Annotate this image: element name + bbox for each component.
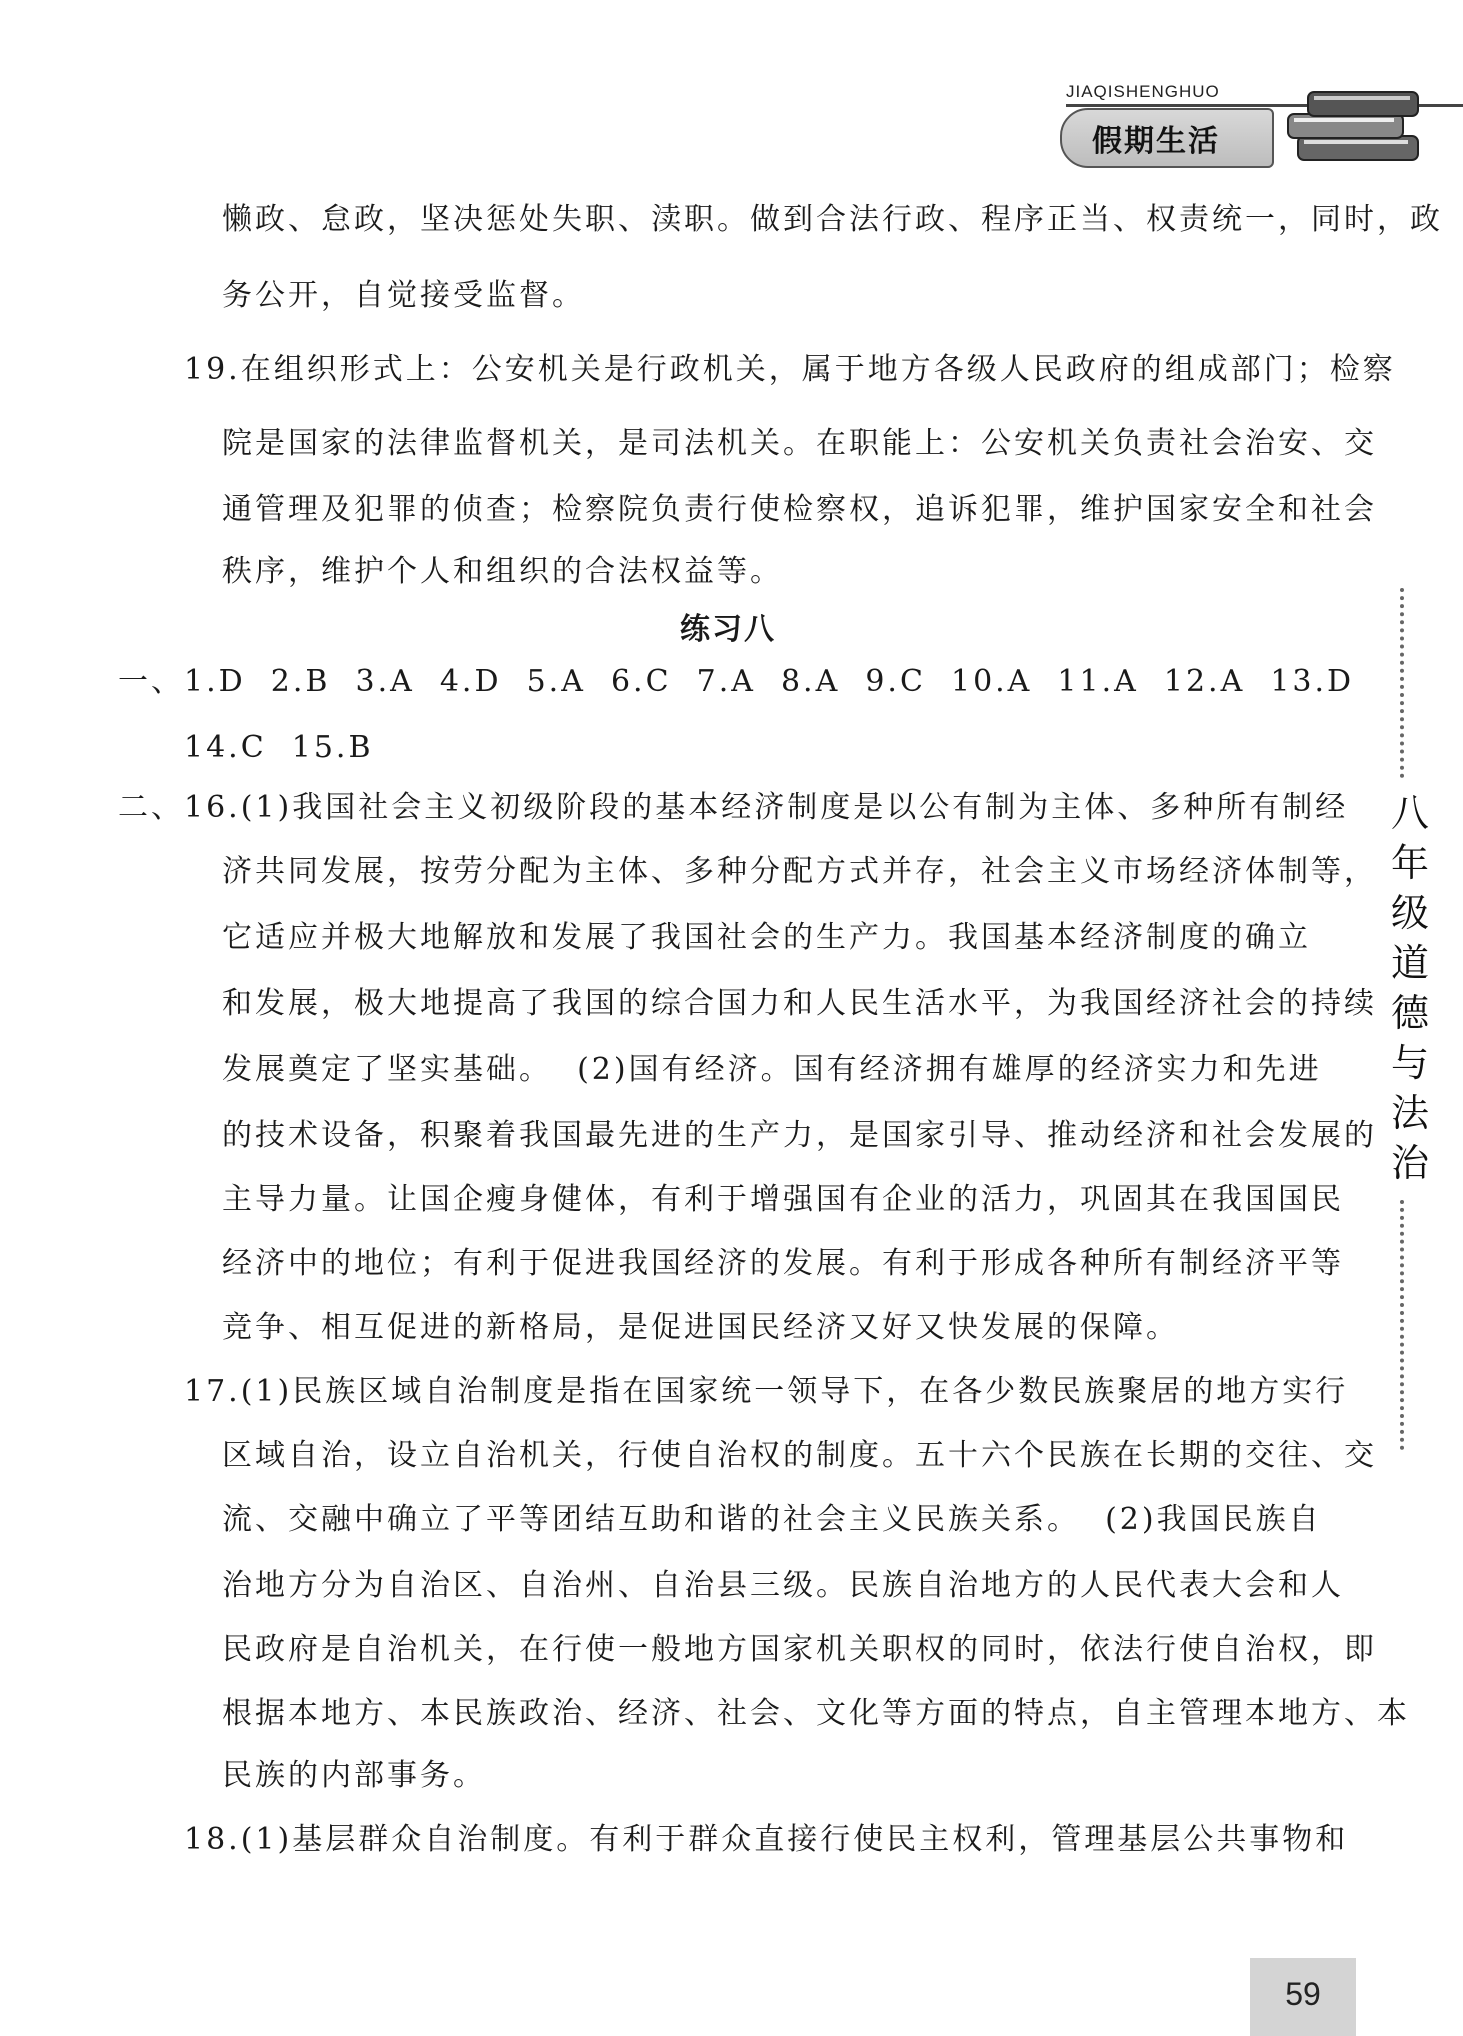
text-line: 根据本地方、本民族政治、经济、社会、文化等方面的特点，自主管理本地方、本	[222, 1696, 1410, 1731]
text-line: 懒政、怠政，坚决惩处失职、渎职。做到合法行政、程序正当、权责统一，同时，政	[222, 202, 1443, 237]
header-pinyin: JIAQISHENGHUO	[1066, 82, 1220, 101]
text-line: 民族的内部事务。	[222, 1758, 486, 1793]
side-dots-bottom	[1400, 1200, 1408, 1450]
text-line: 发展奠定了坚实基础。 (2)国有经济。国有经济拥有雄厚的经济实力和先进	[222, 1052, 1322, 1087]
text-line: 区域自治，设立自治机关，行使自治权的制度。五十六个民族在长期的交往、交	[222, 1438, 1377, 1473]
section-title: 练习八	[680, 612, 776, 647]
books-icon	[1268, 84, 1438, 168]
text-line: 济共同发展，按劳分配为主体、多种分配方式并存，社会主义市场经济体制等，	[222, 854, 1377, 889]
text-line: 通管理及犯罪的侦查；检察院负责行使检察权，追诉犯罪，维护国家安全和社会	[222, 492, 1377, 527]
answer-line: 14.C 15.B	[184, 730, 374, 765]
text-line: 17.(1)民族区域自治制度是指在国家统一领导下，在各少数民族聚居的地方实行	[184, 1374, 1349, 1409]
text-line: 主导力量。让国企瘦身健体，有利于增强国有企业的活力，巩固其在我国国民	[222, 1182, 1344, 1217]
text-line: 二、16.(1)我国社会主义初级阶段的基本经济制度是以公有制为主体、多种所有制经	[118, 790, 1349, 825]
text-line: 它适应并极大地解放和发展了我国社会的生产力。我国基本经济制度的确立	[222, 920, 1311, 955]
text-line: 19.在组织形式上：公安机关是行政机关，属于地方各级人民政府的组成部门；检察	[184, 352, 1396, 387]
text-line: 竞争、相互促进的新格局，是促进国民经济又好又快发展的保障。	[222, 1310, 1179, 1345]
side-label: 八年级道德与法治	[1390, 791, 1429, 1185]
side-dots-top	[1400, 588, 1408, 778]
text-line: 和发展，极大地提高了我国的综合国力和人民生活水平，为我国经济社会的持续	[222, 986, 1377, 1021]
text-line: 秩序，维护个人和组织的合法权益等。	[222, 554, 783, 589]
text-line: 18.(1)基层群众自治制度。有利于群众直接行使民主权利，管理基层公共事物和	[184, 1822, 1349, 1857]
text-line: 务公开，自觉接受监督。	[222, 278, 585, 313]
text-line: 院是国家的法律监督机关，是司法机关。在职能上：公安机关负责社会治安、交	[222, 426, 1377, 461]
text-line: 民政府是自治机关，在行使一般地方国家机关职权的同时，依法行使自治权，即	[222, 1632, 1377, 1667]
text-line: 流、交融中确立了平等团结互助和谐的社会主义民族关系。 (2)我国民族自	[222, 1502, 1322, 1537]
text-line: 经济中的地位；有利于促进我国经济的发展。有利于形成各种所有制经济平等	[222, 1246, 1344, 1281]
page-number: 59	[1285, 1976, 1321, 2012]
text-line: 治地方分为自治区、自治州、自治县三级。民族自治地方的人民代表大会和人	[222, 1568, 1344, 1603]
answer-line: 一、1.D 2.B 3.A 4.D 5.A 6.C 7.A 8.A 9.C 10.A 11.A 12.A 13.D	[118, 664, 1355, 699]
header-title: 假期生活	[1092, 124, 1220, 159]
text-line: 的技术设备，积聚着我国最先进的生产力，是国家引导、推动经济和社会发展的	[222, 1118, 1377, 1153]
